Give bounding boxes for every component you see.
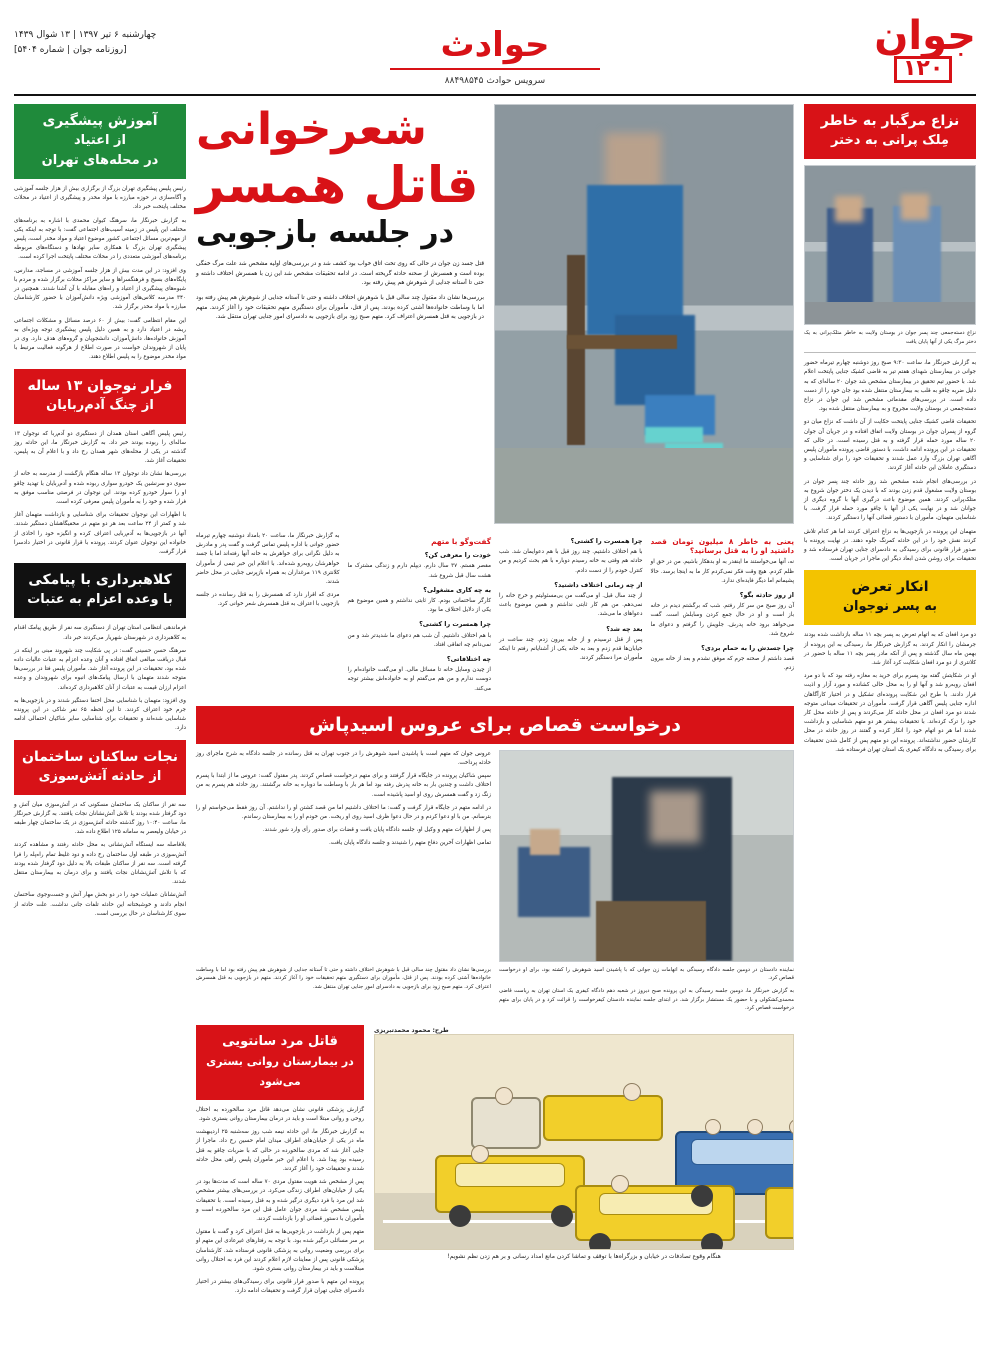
fire-rescue-body: سه نفر از ساکنان یک ساختمان مسکونی که در آتش‌سوزی میان آتش و دود گرفتار شده بودند با تلاش آتش‌نشانان نجات یافتند. به گزارش خبرنگار ما، ساعت ۱۰:۴۰ روز گذشته حادثه آتش‌سوزی در یک ساختمان چهار طبقه در خیابان ولیعصر به سامانه ۱۲۵ اطلاع داده شد. بلافاصله سه ایستگاه آتش‌نشانی به محل حادثه رفتند و مشاهده کردند آتش‌سوزی در طبقه اول ساختمان رخ داده و دود غلیظ تمام راه‌پله را فرا گرفته است. سه نفر از ساکنان طبقات بالا به دلیل دود گرفتار شده بودند که با تلاش آتش‌نشانان نجات یافتند و برای درمان به بیمارستان منتقل شدند. آتش‌نشانان عملیات خود را در دو بخش مهار آتش و جست‌وجوی ساختمان انجام دادند و خوشبختانه این حادثه تلفات جانی نداشت. علت حادثه از سوی کارشناسان در حال بررسی است. <box>14 801 186 917</box>
cartoon-illustration <box>374 1034 794 1250</box>
kicker-assault-denial <box>804 570 976 625</box>
kicker-addiction-prevention <box>14 104 186 179</box>
headline-line-3: در جلسه بازجویی <box>196 214 454 250</box>
kicker-line-1: انکار تعرض <box>851 579 929 596</box>
kicker-line-1: نزاع مرگبار به خاطر <box>820 113 960 129</box>
main-story-top <box>196 104 794 524</box>
masthead-dateline-block <box>14 28 156 58</box>
main-col-2: گفت‌وگو با متهم خودت را معرفی کن؟ مقصر هستم. ۳۷ سال دارم. دیپلم دارم و زندگی مشترک ما هشت سال قبل شروع شد. به چه کاری مشغولی؟ کارگر ساختمانی بودم. کار ثابتی نداشتم و همین موضوع هم یکی از دلایل اختلاف ما بود. چرا همسرت را کشتی؟ با هم اختلاف داشتیم. آن شب هم دعوای ما شدیدتر شد و من نمی‌دانم چه اتفاقی افتاد. چه اختلافاتی؟ از چیدن وسایل خانه تا مسائل مالی. او می‌گفت خانواده‌ام را دوست ندارم و من هم می‌گفتم او به خانواده‌اش بیشتر توجه می‌کند. <box>347 537 491 692</box>
title-rule <box>390 68 600 70</box>
kicker-line-1: نجات ساکنان ساختمان <box>22 748 178 765</box>
kicker-sms-fraud <box>14 563 186 618</box>
kicker-fire-rescue <box>14 740 186 795</box>
kicker-line-2: از اعتیاد <box>74 133 126 148</box>
kicker-line-2: در بیمارستان روانی بستری می‌شود <box>206 1054 354 1088</box>
service-phone: سرویس حوادث ۸۸۴۹۸۵۴۵ <box>444 75 546 86</box>
acid-story-body: عروس جوان که متهم است با پاشیدن اسید شوهرش را در جنوب تهران به قتل رسانده در جلسه دادگاه به شرح ماجرای روز حادثه پرداخت. سپس شاکیان پرونده در جایگاه قرار گرفتند و برای متهم درخواست قصاص کردند. پدر مقتول گفت: عروس ما از ابتدا با پسرم اختلاف داشت و چندین بار به خانه پدرش رفته بود اما هر بار با وساطت ما دوباره به خانه برگشتند. روز حادثه هم پسرم به من زنگ زد و گفت همسرش روی او اسید پاشیده است. در ادامه متهم در جایگاه قرار گرفت و گفت: ما اختلاف داشتیم اما من قصد کشتن او را نداشتم. آن روز فقط می‌خواستم او را بترسانم. من با او دعوا کردم و در حال دعوا ظرف اسید روی او ریخت. من خودم او را به بیمارستان رساندم. پس از اظهارات متهم و وکیل او، جلسه دادگاه پایان یافت و قضات برای صدور رأی وارد شور شدند. تمامی اظهارات آخرین دفاع متهم را شنیدند و جلسه دادگاه پایان یافت. <box>196 750 491 847</box>
kicker-line-3: در محله‌های تهران <box>41 153 159 168</box>
main-lede: قتل جسد زن جوان در حالی که روی تخت اتاق خواب بود کشف شد و در بررسی‌های اولیه مشخص شد علت مرگ خفگی بوده است و همسرش از صحنه حادثه گریخته است. در ادامه تحقیقات مشخص شد این زن با همسرش اختلاف داشته و حتی تا آستانه جدایی از شوهرش هم پیش رفته بود. بررسی‌ها نشان داد مقتول چند سالی قبل با شوهرش اختلاف داشته و حتی تا آستانه جدایی از شوهرش هم پیش رفته بود اما با وساطت خانواده‌ها آشتی کرده بودند. پس از قتل، مأموران برای دستگیری متهم تحقیقات خود را آغاز کردند. متهم در بازجویی به قتل همسرش اعتراف کرد. متهم صبح زود برای بازجویی به دادسرای امور جنایی تهران منتقل شد. <box>196 261 484 321</box>
main-col-1: به گزارش خبرنگار ما، ساعت ۲۰ بامداد دوشنبه چهارم تیرماه حضور جوانی با اداره پلیس تماس گرفت و گفت پدر و مادرش به دلیل نگرانی برای خواهرش به خانه آنها رفته‌اند اما با جسد خواهرشان روبه‌رو شده‌اند. با اعلام این خبر تیمی از مأموران کلانتری ۱۱۹ مرغداران به همراه بازپرس جنایی در محل حاضر شدند. مردی که اقرار دارد که همسرش را به قتل رسانده در جلسه بازجویی با اعتراف به قتل همسرش شعر خوانی کرد. <box>196 533 340 608</box>
sandwich-killer-body: گزارش پزشکی قانونی نشان می‌دهد قاتل مرد سالخورده به اختلال روحی و روانی مبتلا است و باید در درمان بیمارستان روانی بستری شود. به گزارش خبرنگار ما، این حادثه نیمه شب روز سه‌شنبه ۲۵ اردیبهشت ماه در یکی از خیابان‌های اطراف میدان امام حسین رخ داد. ماجرا از جایی آغاز شد که مردی سالخورده در حالی که با ضربات چاقو به قتل رسیده بود پیدا شد. با اعلام این خبر مأموران پلیس راهی محل حادثه شدند و تحقیقات خود را آغاز کردند. پس از مشخص شد هویت مقتول مردی ۷۰ ساله است که مدت‌ها بود در یکی از خیابان‌های اطراف زندگی می‌کرد. در بررسی‌های بیشتر مشخص شد این مرد با فرد دیگری درگیر شده و به قتل رسیده است. با تحقیقات پلیس مشخص شد مردی جوان عامل قتل این مرد سالخورده است و مأموران با دستور قضائی او را بازداشت کردند. متهم پس از بازداشت در بازجویی‌ها به قتل اعتراف کرد و گفت با مقتول بر سر مسائلی درگیر شده بود. با توجه به رفتارهای غیرعادی این متهم او برای بررسی وضعیت روانی به پزشکی قانونی فرستاده شد. کارشناسان پزشکی قانونی پس از معاینات لازم اعلام کردند این فرد به اختلال روانی مبتلاست و باید در بیمارستان روانی بستری شود. پرونده این متهم با صدور قرار قانونی برای رسیدگی‌های بیشتر در اختیار دادسرای جنایی تهران قرار گرفت و تحقیقات ادامه دارد. <box>196 1106 364 1295</box>
right-column <box>804 104 976 1349</box>
kicker-line-2: از چنگ آدم‌ربایان <box>46 397 154 413</box>
kicker-line-2: با وعده اعزام به عتبات <box>27 592 173 608</box>
kicker-teen-escape <box>14 369 186 424</box>
kicker-line-1: کلاهبرداری با پیامکی <box>28 572 172 589</box>
center-column <box>196 104 794 1349</box>
kicker-line-1: آموزش پیشگیری <box>42 113 158 129</box>
masthead <box>14 10 976 96</box>
dateline: چهارشنبه ۶ تیر ۱۳۹۷ | ۱۳ شوال ۱۴۳۹ <box>14 30 157 40</box>
kicker-fight-story <box>804 104 976 159</box>
cartoon-figure <box>374 1025 794 1301</box>
addiction-story-body: رئیس پلیس پیشگیری تهران بزرگ از برگزاری بیش از هزار جلسه آموزشی و آگاه‌سازی در حوزه مبارزه با مواد مخدر و پیشگیری از اعتیاد در محلات مختلف پایتخت خبر داد. به گزارش خبرنگار ما، سرهنگ کیوان محمدی با اشاره به برنامه‌های مختلف این پلیس در زمینه آسیب‌های اجتماعی گفت: با توجه به اینکه یکی از مهم‌ترین مسائل اجتماعی کشور موضوع اعتیاد و مواد مخدر است، پلیس پیشگیری تهران بزرگ با همکاری سایر نهادها و دستگاه‌های مربوطه برنامه‌های آموزشی متعددی را در محلات مختلف پایتخت اجرا کرده است. وی افزود: در این مدت بیش از هزار جلسه آموزشی در مساجد، مدارس، پایگاه‌های بسیج و فرهنگسراها و سایر مراکز محلات برگزار شده و مردم با شیوه‌های پیشگیری از اعتیاد و راه‌های مقابله با آن آشنا شدند. همچنین در ۳۴۰ مدرسه کلاس‌های آموزشی ویژه دانش‌آموزان با حضور کارشناسان مبارزه با مواد مخدر برگزار شد. این مقام انتظامی گفت: بیش از ۶۰ درصد مسائل و مشکلات اجتماعی ریشه در اعتیاد دارد و به همین دلیل پلیس پیشگیری توجه ویژه‌ای به آموزش خانواده‌ها، دانش‌آموزان، دانشجویان و گروه‌های هدف دارد. وی در پایان از شهروندان خواست در صورت اطلاع از هرگونه فعالیت مرتبط با مواد مخدر موضوع را به پلیس اطلاع دهند. <box>14 186 186 361</box>
teen-escape-body: رئیس پلیس آگاهی استان همدان از دستگیری دو آدم‌ربا که نوجوان ۱۳ ساله‌ای را ربوده بودند خبر داد. به گزارش خبرنگار ما، این حادثه روز گذشته در یکی از محله‌های شهر همدان رخ داد و با اعلام آن به پلیس، تحقیقات آغاز شد. بررسی‌ها نشان داد نوجوان ۱۳ ساله هنگام بازگشت از مدرسه به خانه از سوی دو سرنشین یک خودرو سواری ربوده شده و آدم‌ربایان با تهدید چاقو او را سوار خودرو کرده بودند. این نوجوان در فرصتی مناسب موفق به فرار شده و خود را به مأموران پلیس معرفی کرده است. با اظهارات این نوجوان تحقیقات برای شناسایی و بازداشت متهمان آغاز شد و کمتر از ۲۴ ساعت بعد هر دو متهم در مخفیگاهشان دستگیر شدند. آنها در بازجویی‌ها به آدم‌ربایی اعتراف کرده و انگیزه خود را اخاذی از خانواده این نوجوان عنوان کردند. پرونده با قرار قانونی در اختیار دادسرا قرار گرفت. <box>14 430 186 556</box>
page-body <box>14 104 976 1349</box>
acid-photo-block <box>499 750 794 962</box>
cartoon-block <box>196 1025 794 1301</box>
kicker-line-2: از حادثه آتش‌سوزی <box>38 768 162 784</box>
kicker-line-1: قاتل مرد سانتویی <box>222 1033 338 1049</box>
kicker-line-2: به پسر نوجوان <box>842 599 938 615</box>
photo-caption-fight: نزاع دسته‌جمعی چند پسر جوان در بوستان ولایت به خاطر متلک‌پرانی به یک دختر مرگ یکی از آنها پایان یافت <box>804 330 976 345</box>
cartoon-caption: هنگام وقوع تصادفات در خیابان و بزرگراه‌ها با توقف و تماشا کردن مانع امداد رسانی و بر هم زدن نظم نشویم! <box>447 1252 721 1260</box>
logo-number-box <box>894 56 952 83</box>
photo-two-suspects <box>804 165 976 325</box>
band-acid-story: درخواست قصاص برای عروس اسیدپاش <box>196 706 794 744</box>
headline-line-2: قاتل همسر <box>196 155 479 214</box>
headline-line-1: شعرخوانی <box>196 104 427 155</box>
issue-info: [روزنامه جوان | شماره ۵۴۰۴] <box>14 45 127 55</box>
kicker-line-1: فرار نوجوان ۱۳ ساله <box>27 377 173 394</box>
main-headline <box>196 104 484 250</box>
photo-court-defendant <box>499 750 794 962</box>
acid-story-col-a: نماینده دادستان در دومین جلسه دادگاه رسیدگی به اتهامات زن جوانی که با پاشیدن اسید شوهرش را کشته بود، برای او درخواست قصاص کرد. به گزارش خبرنگار ما، دومین جلسه رسیدگی به این پرونده صبح دیروز در شعبه دهم دادگاه کیفری یک استان تهران به ریاست قاضی محمدی‌کشکولی و با حضور یک مستشار برگزار شد. در ابتدای جلسه نماینده دادستان کیفرخواست را قرائت کرد و در پایان برای متهم درخواست قصاص کرد. <box>499 966 794 1012</box>
kicker-line-2: مِلک پرانی به دختر <box>831 133 949 148</box>
fight-story-body: به گزارش خبرنگار ما، ساعت ۹:۳۰ صبح روز دوشنبه چهارم تیرماه حضور جوانی در بیمارستان شهدای هفتم تیر به قاضی کشیک جنایی پایتخت اعلام شد. با حضور تیم تحقیق در بیمارستان مشخص شد جوان ۲۰ ساله‌ای که به دلیل ضربه چاقو به قلب به بیمارستان منتقل شده بود جان خود را از دست داده است. در بررسی‌های مقدماتی مشخص شد این جوان در نزاع دسته‌جمعی در بوستان ولایت مجروح و به بیمارستان منتقل شده بود. تحقیقات قاضی کشیک جنایی پایتخت حکایت از آن داشت که نزاع میان دو گروه از پسران جوان در بوستان ولایت اتفاق افتاده و در جریان آن جوان ۲۰ ساله مورد حمله قرار گرفته و به قتل رسیده است. در حالی که تحقیقات در این پرونده ادامه داشت، با دستور قاضی پرونده مأموران پلیس آگاهی تهران بزرگ وارد عمل شدند و تحقیقات خود را برای شناسایی و دستگیری عاملان این حادثه آغاز کردند. در بررسی‌های انجام شده مشخص شد روز حادثه چند پسر جوان در بوستان ولایت مشغول قدم زدن بودند که با دیدن یک دختر جوان شروع به متلک‌پرانی کردند. همین موضوع باعث درگیری آنها با گروه دیگری از جوانان شد و در نهایت یکی از آنها با چاقو مورد حمله قرار گرفت. با شناسایی متهمان، مأموران با دستور قضائی آنها را دستگیر کردند. متهمان این پرونده در بازجویی‌ها به نزاع اعتراف کردند اما هر کدام تلاش کردند نقش خود را در این حادثه کمرنگ جلوه دهند. در نهایت پرونده با صدور قرار قانونی برای رسیدگی به دادسرای جنایی تهران فرستاده شد و تحقیقات برای روشن شدن ابعاد دیگر این ماجرا در جریان است. <box>804 360 976 563</box>
main-col-4: یعنی به خاطر ۸ میلیون تومان قصد داشتید او را به قتل برسانید؟ نه، آنها می‌خواستند ما اینقدر به او بدهکار باشیم. من در حق او ظلم کردم. هیچ وقت فکر نمی‌کردم کار ما به اینجا برسد. حالا پشیمانم اما دیگر فایده‌ای ندارد. از روز حادثه بگو؟ آن روز صبح من سر کار رفتم. شب که برگشتم دیدم در خانه باز است و او در حال جمع کردن وسایلش است. گفت می‌خواهد برود خانه پدرش. جلویش را گرفتم و دعوای ما شروع شد. چرا جسدش را به حمام بردی؟ قصد داشتم از صحنه جرم که موفق نشدم و بعد از خانه بیرون زدم. <box>650 537 794 672</box>
main-story-columns <box>196 532 794 698</box>
cartoon-credit: طرح: محمود محمدتبریزی <box>374 1026 449 1034</box>
acid-story-extra <box>196 966 794 1017</box>
logo-number: ۱۲۰ <box>902 56 944 81</box>
masthead-logo <box>874 13 976 83</box>
bottom-story-block <box>196 1025 364 1301</box>
acid-story-col-b: بررسی‌ها نشان داد مقتول چند سالی قبل با شوهرش اختلاف داشته و حتی تا آستانه جدایی از شوهرش هم پیش رفته بود اما با وساطت خانواده‌ها آشتی کرده بودند. پس از قتل، مأموران برای دستگیری متهم تحقیقات خود را آغاز کردند. متهم در بازجویی به قتل همسرش اعتراف کرد. متهم صبح زود برای بازجویی به دادسرای امور جنایی تهران منتقل شد. <box>196 966 491 991</box>
assault-denial-body: دو مرد افغان که به اتهام تعرض به پسر بچه ۱۱ ساله بازداشت شده بودند جرمشان را انکار کردند. به گزارش خبرنگار ما، رسیدگی به این پرونده از بهمن ماه سال گذشته و پس از آنکه مادر پسر بچه ۱۱ ساله با حضور در کلانتری از دو مرد افغان شکایت کرد آغاز شد. او در شکایتش گفته بود پسرم برای خرید به مغازه رفته بود که با دو مرد افغان روبه‌رو شد و آنها او را به محل خالی کشانده و مورد آزار و اذیت قرار دادند. با طرح این شکایت پرونده‌ای تشکیل و در اختیار کارآگاهان اداره جنایی پلیس آگاهی قرار گرفت. مأموران در تحقیقات میدانی متوجه شدند دو مرد افغان در محل حادثه کار می‌کردند و پس از حادثه محل کار خود را ترک کرده‌اند. با تحقیقات بیشتر هر دو متهم شناسایی و بازداشت شدند اما هر دو اتهام خود را انکار کرده و گفتند در روز حادثه در محل کارشان حضور نداشته‌اند. پرونده این دو متهم پس از کامل شدن تحقیقات برای رسیدگی به دادگاه کیفری یک استان تهران فرستاده شد. <box>804 632 976 753</box>
masthead-title-block <box>390 19 600 86</box>
main-col-3: چرا همسرت را کشتی؟ با هم اختلاف داشتیم. چند روز قبل با هم دعوایمان شد. شب حادثه هم وقتی به خانه رسیدم دوباره با هم بحث کردیم و من کنترل خودم را از دست دادم. از چه زمانی اختلاف داشتید؟ از چند سال قبل. او می‌گفت من بی‌مسئولیتم و خرج خانه را نمی‌دهم. من هم کار ثابتی نداشتم و همین موضوع باعث دعواهای ما می‌شد. بعد چه شد؟ پس از قتل ترسیدم و از خانه بیرون زدم. چند ساعت در خیابان‌ها قدم زدم و بعد به خانه یکی از آشنایانم رفتم تا اینکه مأموران مرا دستگیر کردند. <box>499 537 643 662</box>
sms-fraud-body: فرماندهی انتظامی استان تهران از دستگیری سه نفر از طریق پیامک اقدام به کلاهبرداری در شهرستان شهریار می‌کردند خبر داد. سرهنگ حسن حسینی گفت: در پی شکایت چند شهروند مبنی بر اینکه در قبال دریافت مبالغی اتفاق افتاده و آنان وعده اعزام به عتبات عالیات داده شده بود، تحقیقات در این پرونده آغاز شد. مأموران پلیس فتا در بررسی‌ها متوجه شدند متهمان با ارسال پیامک‌های انبوه برای شهروندان و وعده اعزام ارزان قیمت به عتبات از آنان کلاهبرداری کرده‌اند. وی افزود: متهمان با شناسایی محل اختفا دستگیر شدند و در بازجویی‌ها به جرم خود اعتراف کردند. تا این لحظه ۶۵ نفر شاکی در این پرونده شناسایی شده‌اند و تحقیقات برای شناسایی سایر شاکیان احتمالی ادامه دارد. <box>14 625 186 732</box>
main-photo-block <box>494 104 794 524</box>
left-column <box>14 104 186 1349</box>
photo-suspect-on-chair <box>494 104 794 524</box>
logo-javan: جوان <box>874 13 976 59</box>
divider-1 <box>804 352 976 353</box>
acid-story-block <box>196 750 794 962</box>
kicker-sandwich-killer <box>196 1025 364 1100</box>
page-title: حوادث <box>440 24 550 65</box>
main-headline-block <box>196 104 484 524</box>
